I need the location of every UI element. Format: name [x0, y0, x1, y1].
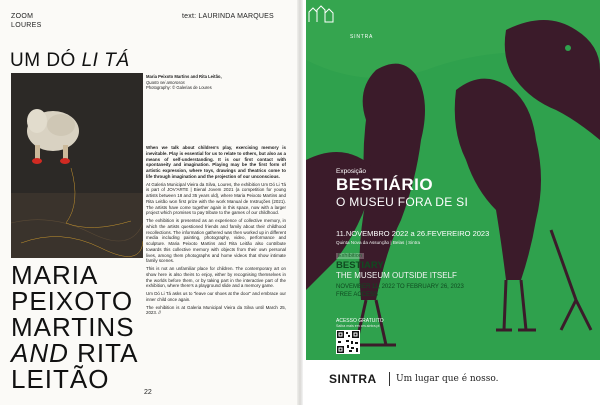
- free-access-label: FREE ACCESS: [336, 292, 379, 298]
- lead-paragraph: When we talk about children's play, exercising memory is inevitable. Play is essential for us to relate to others, but also as a means of self-understanding. It is our first contact with spontaneity and imagination. Playing may be the first form of artistic expression, where toys, drawings and theatrics come to life through imagination and the projection of our unconscious.: [146, 145, 286, 179]
- exhibition-title-en: BESTIARY: [336, 260, 384, 271]
- exhibition-dates-en: NOVEMBER 11, 2022 TO FEBRUARY 26, 2023: [336, 284, 464, 290]
- exhibition-subtitle-en: THE MUSEUM OUTSIDE ITSELF: [336, 271, 457, 280]
- article-body: [146, 145, 286, 318]
- more-info-link[interactable]: Saiba mais em cm-sintra.pt: [336, 324, 380, 328]
- exhibition-label-pt: Exposição: [336, 168, 366, 175]
- author-credit: text: LAURINDA MARQUES: [182, 13, 274, 20]
- body-paragraph: The exhibition is at Galeria Municipal Vieira da Silva until March 25, 2023. //: [146, 304, 286, 316]
- exhibition-label-en: Exhibition: [338, 253, 362, 259]
- body-paragraph: Um Dó Li Tá asks us to "leave our shoes at the door" and embrace our inner child once again.: [146, 291, 286, 302]
- page-gutter: [297, 0, 303, 405]
- photo-caption: Maria Peixoto Martins and Rita Leitão, Quarto sei amorosos Photography: © Galerias de Loures: [146, 74, 222, 91]
- artist-names: MARIA PEIXOTO MARTINS AND RITA LEITÃO: [11, 260, 139, 394]
- artwork-photo: [11, 73, 143, 258]
- footer-slogan: Um lugar que é nosso.: [396, 374, 499, 384]
- exhibition-title-pt: BESTIÁRIO: [336, 175, 434, 194]
- article-headline: UM DÓ LI TÁ: [10, 50, 130, 71]
- sintra-logo-icon: [306, 0, 336, 28]
- footer-brand-logo: SINTRA: [329, 372, 377, 386]
- page-number: 22: [144, 389, 152, 396]
- exhibition-subtitle-pt: O MUSEU FORA DE SI: [336, 195, 469, 209]
- logo-text: SINTRA: [350, 34, 374, 40]
- bestiario-poster: [306, 0, 600, 360]
- body-paragraph: The exhibition is presented as an experience of collective memory, in which the artists questioned friends and family about their childhood recollections. The information gathered was then worked up in different media including painting, photography, video, performance and sculpture. Maria Peixoto Martins and Rita Leitão also contribute towards this collective memory with objects from their own personal lives, among them photographs and home videos that show intimate family scenes.: [146, 218, 286, 264]
- sheep-sculpture-image: [11, 73, 143, 258]
- exhibition-place: Quinta Nova da Assunção | Belas | Sintra: [336, 240, 421, 245]
- right-page-advert: [300, 0, 600, 405]
- body-paragraph: At Galeria Municipal Vieira da Silva, Loures, the exhibition Um Dó Li Tá is part of JOV'ARTE | Bienal Jovem 2021 (a competition for young artists between 18 and 35 years old), where Maria Peixoto Martins and Rita Leitão won first prize with the work Manual de Instruções (2021). The artists have come together again in this space, now with a larger project which promises to pay tribute to the games of our childhood.: [146, 181, 286, 216]
- acesso-gratuito-label: ACESSO GRATUITO: [336, 318, 384, 324]
- qr-code-icon[interactable]: [336, 330, 360, 354]
- exhibition-dates-pt: 11.NOVEMBRO 2022 a 26.FEVEREIRO 2023: [336, 229, 490, 238]
- section-label: ZOOM LOURES: [11, 13, 42, 29]
- footer-divider: [389, 372, 390, 386]
- body-paragraph: This is not an unfamiliar place for children. The contemporary art on show here is also theirs to enjoy, either by recognising themselves in the worlds before them, or by taking part in the interactive part of the exhibition, where there's a playground slide and a memory game.: [146, 266, 286, 289]
